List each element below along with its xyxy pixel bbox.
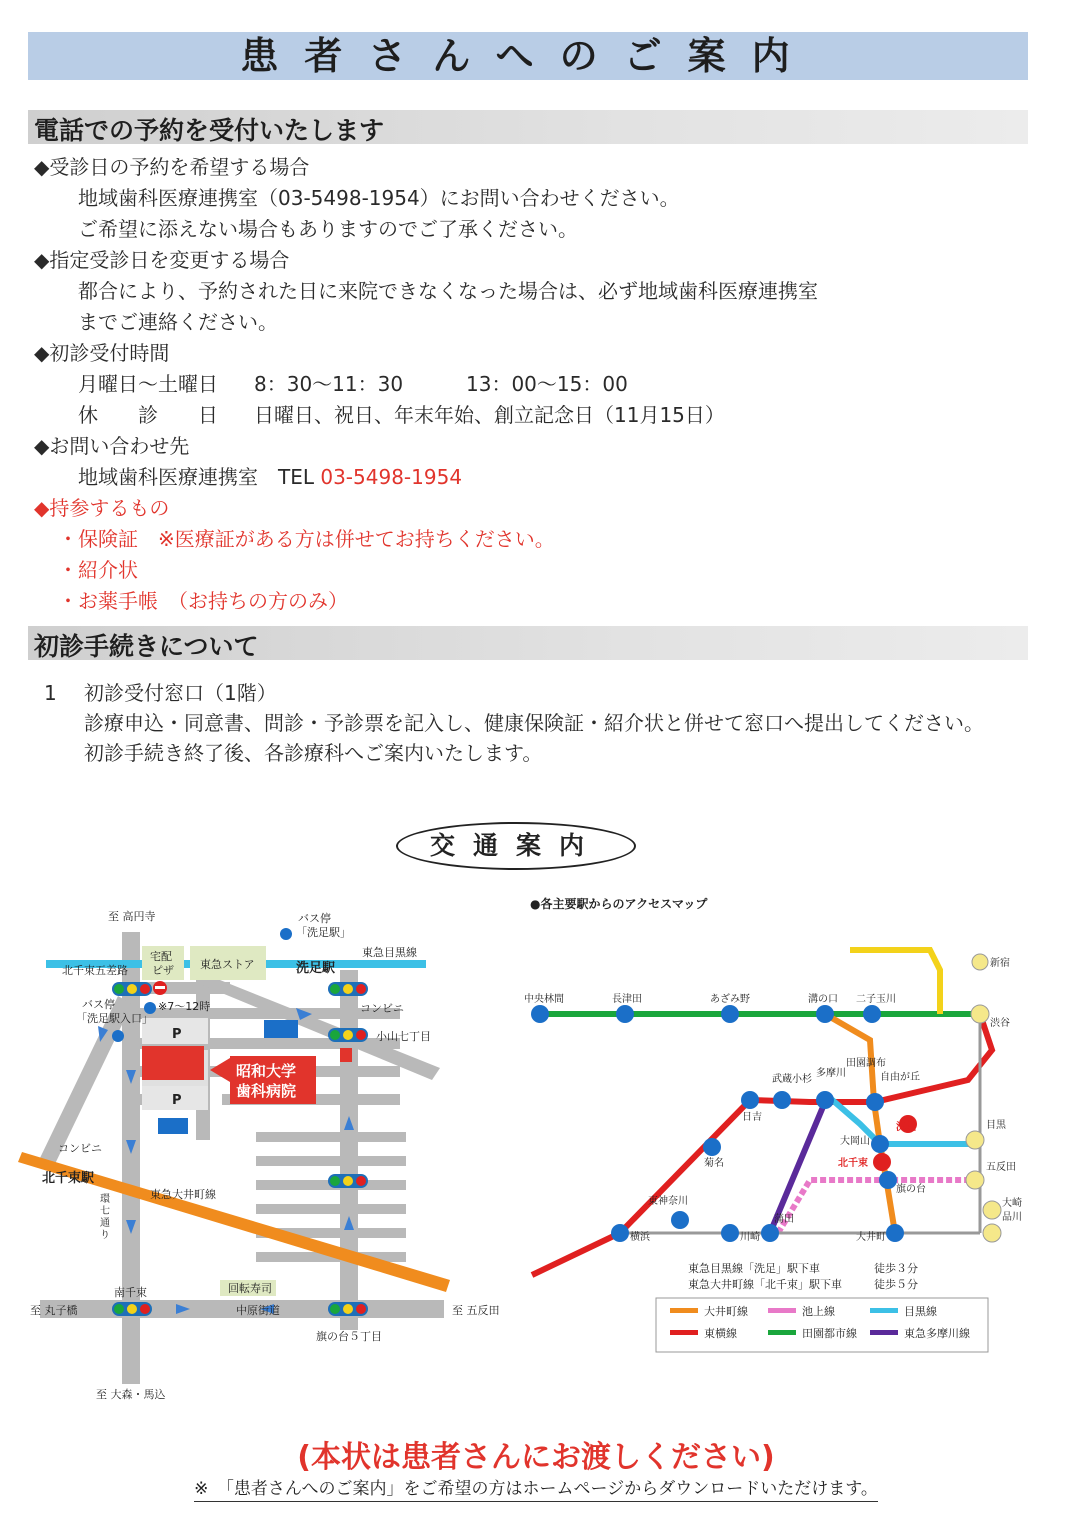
pizza-label: ピザ (152, 964, 174, 977)
station-label: 自由が丘 (880, 1072, 920, 1083)
legend-swatch (768, 1308, 796, 1313)
traffic-light-minamisenzoku (112, 1302, 152, 1316)
station-hatanodai (879, 1171, 897, 1189)
kaiten-sushi-label: 回転寿司 (228, 1282, 272, 1295)
walk1-time: 徒歩３分 (874, 1262, 918, 1275)
road-vertical-east (340, 970, 358, 1330)
station-label: 五反田 (986, 1162, 1016, 1173)
oimachi-line-label: 東急大井町線 (150, 1188, 216, 1201)
page-title: 患者さんへのご案内 (240, 34, 816, 78)
station-label: 日吉 (742, 1112, 762, 1123)
legend-label: 大井町線 (704, 1305, 748, 1318)
access-title: 交通案内 (429, 831, 602, 860)
station-musashikosugi (773, 1091, 791, 1109)
walk2-time: 徒歩５分 (874, 1278, 918, 1291)
station-label: 川崎 (740, 1232, 760, 1243)
footer-note: ※ 「患者さんへのご案内」をご希望の方はホームページからダウンロードいただけます。 (194, 1479, 878, 1502)
station-gotanda (966, 1171, 984, 1189)
contact-line (78, 464, 462, 490)
street (256, 1132, 406, 1142)
one-way-sign-icon (264, 1020, 298, 1038)
hours-pm: 13：00～15：00 (466, 372, 628, 396)
legend-label: 東急多摩川線 (904, 1327, 970, 1340)
item-text: ご希望に添えない場合もありますのでご了承ください。 (78, 217, 578, 241)
bring-item: ・紹介状 (58, 558, 138, 582)
station-kawasaki (721, 1224, 739, 1242)
station-shinjuku (972, 954, 988, 970)
station-shinagawa (983, 1224, 1001, 1242)
station-label: 田園調布 (846, 1058, 886, 1069)
page-title-bar (28, 32, 1028, 80)
one-way-sign-icon (158, 1118, 188, 1134)
bus-stop-icon-west (112, 1030, 124, 1042)
to-gotanda-label: 至 五反田 (452, 1304, 500, 1317)
station-label: 多摩川 (816, 1068, 846, 1079)
convenience-store-label: コンビニ (360, 1002, 404, 1015)
station-label: 大崎 (1002, 1198, 1022, 1209)
step-text: 初診手続き終了後、各診療科へご案内いたします。 (84, 741, 543, 765)
station-higashikanagawa (671, 1211, 689, 1229)
kan7-label: 七 (100, 1206, 110, 1217)
minamisenzoku-label: 南千束 (114, 1286, 147, 1299)
section-title: 電話での予約を受付いたします (34, 116, 385, 145)
street (256, 1156, 406, 1166)
walk2-label: 東急大井町線「北千束」駅下車 (688, 1278, 842, 1291)
item-label: ◆お問い合わせ先 (34, 434, 190, 458)
parking-label: P (172, 1093, 182, 1108)
legend-label: 田園都市線 (802, 1327, 857, 1340)
station-mizonokuchi (816, 1005, 834, 1023)
no-entry-time-label: ※7～12時 (158, 1000, 211, 1013)
hospital-marker (142, 1046, 204, 1080)
station-label: 新宿 (990, 958, 1010, 969)
section-header-firstvisit (28, 626, 1028, 660)
ikegami-line (778, 1180, 980, 1233)
senzoku-station-label: 洗足駅 (296, 961, 336, 976)
traffic-light-senzoku (328, 982, 368, 996)
item-text: 都合により、予約された日に来院できなくなった場合は、必ず地域歯科医療連携室 (78, 279, 818, 303)
station-nagatsuta (616, 1005, 634, 1023)
takuhai-label: 宅配 (150, 950, 172, 963)
station-chuo-rinkan (531, 1005, 549, 1023)
station-label: 武蔵小杉 (772, 1074, 812, 1085)
station-label: 品川 (1002, 1212, 1022, 1223)
hospital-arrow (210, 1058, 230, 1082)
station-label: 長津田 (612, 994, 642, 1005)
station-azamino (721, 1005, 739, 1023)
kan7-label: り (100, 1230, 110, 1241)
footer-note-wrap (0, 1474, 1072, 1499)
legend-swatch (870, 1330, 898, 1335)
bus-stop-entrance-name: 「洗足駅入口」 (76, 1012, 153, 1025)
hospital-name-line1: 昭和大学 (236, 1062, 297, 1080)
legend-swatch (670, 1330, 698, 1335)
station-jiyugaoka (866, 1093, 884, 1111)
hatanodai5-label: 旗の台５丁目 (316, 1330, 382, 1343)
access-map (520, 890, 1042, 1360)
station-label: 東神奈川 (648, 1196, 688, 1207)
bus-stop-senzoku-name: 「洗足駅」 (296, 926, 351, 939)
item-label: ◆指定受診日を変更する場合 (34, 248, 290, 272)
section-header-phone (28, 110, 1028, 144)
walk1-label: 東急目黒線「洗足」駅下車 (688, 1262, 820, 1275)
kitasenzoku-station-label: 北千束駅 (42, 1171, 95, 1186)
traffic-light-hatanodai5 (328, 1302, 368, 1316)
bus-stop-icon-senzoku (280, 928, 292, 940)
nakahara-kaido-label: 中原街道 (236, 1304, 280, 1317)
to-omori-label: 至 大森・馬込 (96, 1388, 166, 1401)
kan7-label: 通 (100, 1218, 110, 1229)
station-oimachi (886, 1224, 904, 1242)
station-kitasenzoku (873, 1153, 891, 1171)
station-label: 大井町 (856, 1232, 886, 1243)
parking-label: P (172, 1027, 182, 1042)
station-kamata (761, 1224, 779, 1242)
bus-stop-senzoku-label: バス停 (298, 912, 331, 925)
closed-label: 休 診 日 (78, 403, 218, 427)
station-yokohama (611, 1224, 629, 1242)
station-label-senzoku: 洗足 (896, 1122, 916, 1133)
postbox-icon (340, 1048, 352, 1062)
step-title: 初診受付窓口（1階） (84, 681, 277, 705)
footer-notice: (本状は患者さんにお渡しください) (297, 1440, 775, 1475)
bus-stop-entrance-label: バス停 (82, 998, 115, 1011)
closed-text: 日曜日、祝日、年末年始、創立記念日（11月15日） (254, 403, 725, 427)
station-label: 中央林間 (524, 994, 564, 1005)
station-futako (863, 1005, 881, 1023)
hours-days: 月曜日～土曜日 (78, 372, 218, 396)
station-label: 溝の口 (808, 994, 838, 1005)
hours-am: 8：30～11：30 (254, 372, 404, 396)
traffic-light-mid (328, 1174, 368, 1188)
item-label: ◆受診日の予約を希望する場合 (34, 155, 310, 179)
station-osaki (983, 1201, 1001, 1219)
station-label: 渋谷 (990, 1018, 1010, 1029)
section-title: 初診手続きについて (34, 632, 259, 661)
station-tamagawa (816, 1091, 834, 1109)
station-label: 蒲田 (774, 1214, 794, 1225)
station-shibuya (971, 1005, 989, 1023)
contact-phone: 03-5498-1954 (320, 465, 463, 489)
access-title-badge (396, 822, 636, 870)
legend-label: 池上線 (802, 1305, 835, 1318)
tokyu-store-label: 東急ストア (200, 958, 255, 971)
station-label: 旗の台 (896, 1184, 926, 1195)
station-ookayama (871, 1135, 889, 1153)
bring-label: ◆持参するもの (34, 496, 170, 520)
legend-label: 東横線 (704, 1327, 737, 1340)
item-text: までご連絡ください。 (78, 310, 278, 334)
no-entry-bar (155, 986, 165, 989)
kan7-label: 環 (100, 1194, 110, 1205)
station-kikuna (703, 1138, 721, 1156)
station-label: 二子玉川 (856, 994, 896, 1005)
legend-label: 目黒線 (904, 1305, 937, 1318)
legend-swatch (768, 1330, 796, 1335)
street (256, 1204, 406, 1214)
convenience-store-label: コンビニ (58, 1142, 102, 1155)
traffic-light-koyama7 (328, 1028, 368, 1042)
meguro-line-label: 東急目黒線 (362, 946, 417, 959)
access-map-title: ●各主要駅からのアクセスマップ (530, 897, 708, 911)
to-marukobashi-label: 至 丸子橋 (30, 1304, 78, 1317)
item-label: ◆初診受付時間 (34, 341, 170, 365)
station-hiyoshi (741, 1091, 759, 1109)
station-label: 菊名 (704, 1158, 724, 1169)
station-label: 大岡山 (840, 1136, 870, 1147)
traffic-light-kitasenzoku5 (112, 982, 152, 996)
legend-swatch (870, 1308, 898, 1313)
koyama7-label: 小山七丁目 (376, 1030, 431, 1043)
to-koenji-label: 至 高円寺 (108, 910, 156, 923)
step-number: 1 (44, 681, 57, 705)
station-meguro (966, 1131, 984, 1149)
station-label: 目黒 (986, 1120, 1006, 1131)
legend-swatch (670, 1308, 698, 1313)
local-map (0, 900, 520, 1410)
kitasenzoku5-label: 北千束五差路 (62, 964, 128, 977)
station-label-kitasenzoku: 北千束 (838, 1158, 868, 1169)
bring-item: ・お薬手帳 （お持ちの方のみ） (58, 589, 348, 613)
station-label: あざみ野 (710, 994, 750, 1005)
contact-text: 地域歯科医療連携室 TEL (78, 465, 321, 489)
hospital-name-line2: 歯科病院 (236, 1082, 297, 1100)
bring-item: ・保険証 ※医療証がある方は併せてお持ちください。 (58, 527, 555, 551)
item-text: 地域歯科医療連携室（03-5498-1954）にお問い合わせください。 (78, 186, 680, 210)
station-label: 横浜 (630, 1232, 650, 1243)
step-text: 診療申込・同意書、問診・予診票を記入し、健康保険証・紹介状と併せて窓口へ提出してください。 (84, 711, 984, 735)
